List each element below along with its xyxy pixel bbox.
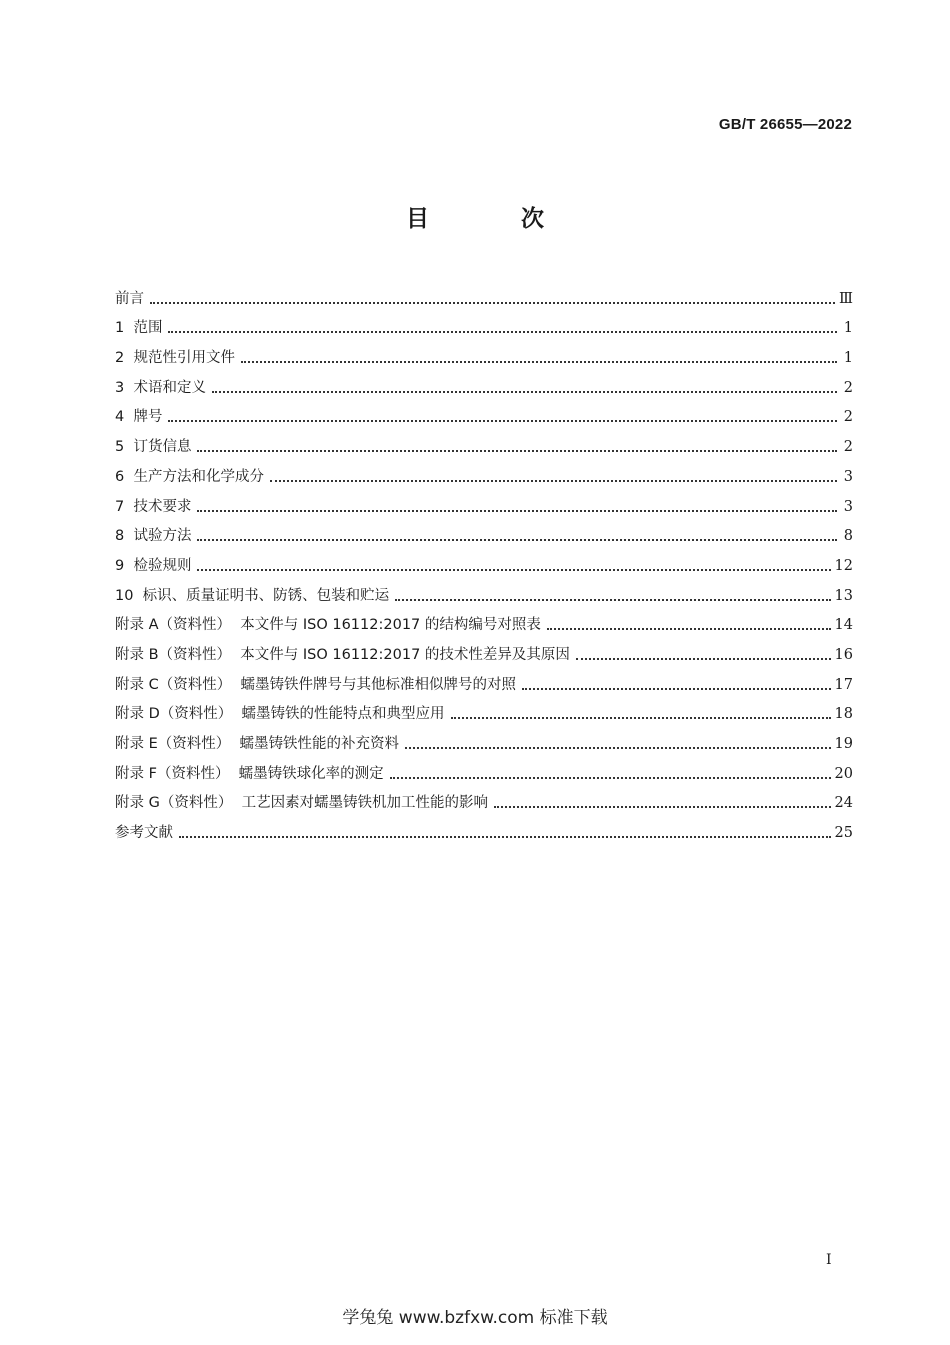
toc-entry[interactable] bbox=[115, 487, 853, 517]
toc-entry-title: 10 标识、质量证明书、防锈、包装和贮运 bbox=[115, 587, 390, 604]
table-of-contents bbox=[115, 279, 853, 843]
toc-entry-page: 12 bbox=[834, 557, 853, 574]
toc-entry[interactable] bbox=[115, 606, 853, 636]
toc-entry-page: 20 bbox=[834, 765, 853, 782]
toc-entry-page: 25 bbox=[834, 825, 853, 842]
toc-dot-leader bbox=[168, 420, 837, 422]
watermark-text: 学兔兔 www.bzfxw.com 标准下载 bbox=[342, 1308, 608, 1328]
toc-entry[interactable] bbox=[115, 754, 853, 784]
toc-entry-page: 1 bbox=[843, 350, 853, 367]
toc-dot-leader bbox=[405, 747, 831, 749]
toc-entry-title: 前言 bbox=[115, 290, 144, 307]
toc-entry[interactable] bbox=[115, 517, 853, 547]
toc-entry[interactable] bbox=[115, 813, 853, 843]
toc-entry-title: 8 试验方法 bbox=[115, 528, 192, 545]
toc-entry-page: 1 bbox=[843, 320, 853, 337]
toc-entry-title: 3 术语和定义 bbox=[115, 379, 206, 396]
toc-dot-leader bbox=[451, 717, 831, 719]
toc-entry-title: 附录 D（资料性） 蠕墨铸铁的性能特点和典型应用 bbox=[115, 706, 445, 723]
toc-entry[interactable] bbox=[115, 427, 853, 457]
page-title: 目 次 bbox=[405, 206, 586, 232]
toc-entry-title: 7 技术要求 bbox=[115, 498, 192, 515]
toc-dot-leader bbox=[197, 450, 837, 452]
toc-dot-leader bbox=[241, 361, 837, 363]
toc-entry[interactable] bbox=[115, 784, 853, 814]
toc-entry-title: 9 检验规则 bbox=[115, 557, 192, 574]
toc-entry-title: 附录 G（资料性） 工艺因素对蠕墨铸铁机加工性能的影响 bbox=[115, 795, 489, 812]
toc-entry-page: 3 bbox=[843, 498, 853, 515]
toc-dot-leader bbox=[179, 836, 831, 838]
toc-dot-leader bbox=[197, 510, 837, 512]
toc-entry-page: 2 bbox=[843, 409, 853, 426]
toc-entry[interactable] bbox=[115, 635, 853, 665]
toc-entry-page: 8 bbox=[843, 528, 853, 545]
toc-entry-title: 4 牌号 bbox=[115, 409, 163, 426]
toc-entry-page: 13 bbox=[834, 587, 853, 604]
toc-entry[interactable] bbox=[115, 338, 853, 368]
toc-entry-page: 2 bbox=[843, 439, 853, 456]
toc-entry[interactable] bbox=[115, 724, 853, 754]
toc-dot-leader bbox=[168, 331, 837, 333]
toc-dot-leader bbox=[547, 628, 831, 630]
toc-entry-page: 18 bbox=[834, 706, 853, 723]
toc-entry-title: 2 规范性引用文件 bbox=[115, 350, 235, 367]
toc-entry-title: 附录 C（资料性） 蠕墨铸铁件牌号与其他标准相似牌号的对照 bbox=[115, 676, 516, 693]
toc-entry[interactable] bbox=[115, 546, 853, 576]
toc-entry[interactable] bbox=[115, 695, 853, 725]
toc-entry-title: 附录 F（资料性） 蠕墨铸铁球化率的测定 bbox=[115, 765, 384, 782]
toc-dot-leader bbox=[494, 806, 830, 808]
toc-entry[interactable] bbox=[115, 279, 853, 309]
toc-entry-title: 附录 A（资料性） 本文件与 ISO 16112:2017 的结构编号对照表 bbox=[115, 617, 541, 634]
toc-entry-title: 附录 E（资料性） 蠕墨铸铁性能的补充资料 bbox=[115, 736, 399, 752]
toc-entry-page: 16 bbox=[834, 646, 853, 663]
standard-code: GB/T 26655—2022 bbox=[718, 116, 852, 133]
toc-dot-leader bbox=[395, 599, 830, 601]
toc-entry-title: 1 范围 bbox=[115, 320, 163, 337]
toc-dot-leader bbox=[576, 658, 831, 660]
toc-dot-leader bbox=[212, 391, 837, 393]
toc-entry-page: 3 bbox=[843, 468, 853, 485]
toc-entry[interactable] bbox=[115, 665, 853, 695]
toc-dot-leader bbox=[197, 539, 837, 541]
toc-entry-title: 参考文献 bbox=[115, 825, 173, 842]
toc-entry-title: 附录 B（资料性） 本文件与 ISO 16112:2017 的技术性差异及其原因 bbox=[115, 646, 570, 663]
toc-dot-leader bbox=[522, 688, 831, 690]
toc-entry[interactable] bbox=[115, 398, 853, 428]
toc-entry-page: 2 bbox=[843, 379, 853, 396]
toc-entry-page: 24 bbox=[834, 795, 853, 812]
toc-entry-page: 14 bbox=[834, 617, 853, 634]
toc-dot-leader bbox=[390, 777, 831, 779]
toc-entry[interactable] bbox=[115, 368, 853, 398]
toc-dot-leader bbox=[197, 569, 830, 571]
toc-entry-page: 17 bbox=[834, 676, 853, 693]
toc-entry-title: 5 订货信息 bbox=[115, 439, 192, 456]
toc-entry-page: Ⅲ bbox=[839, 290, 853, 307]
toc-entry[interactable] bbox=[115, 309, 853, 339]
page-number: I bbox=[826, 1252, 832, 1268]
toc-entry[interactable] bbox=[115, 576, 853, 606]
toc-entry[interactable] bbox=[115, 457, 853, 487]
toc-dot-leader bbox=[270, 480, 837, 482]
toc-entry-title: 6 生产方法和化学成分 bbox=[115, 468, 264, 485]
toc-entry-page: 19 bbox=[834, 736, 853, 752]
toc-dot-leader bbox=[150, 302, 835, 304]
